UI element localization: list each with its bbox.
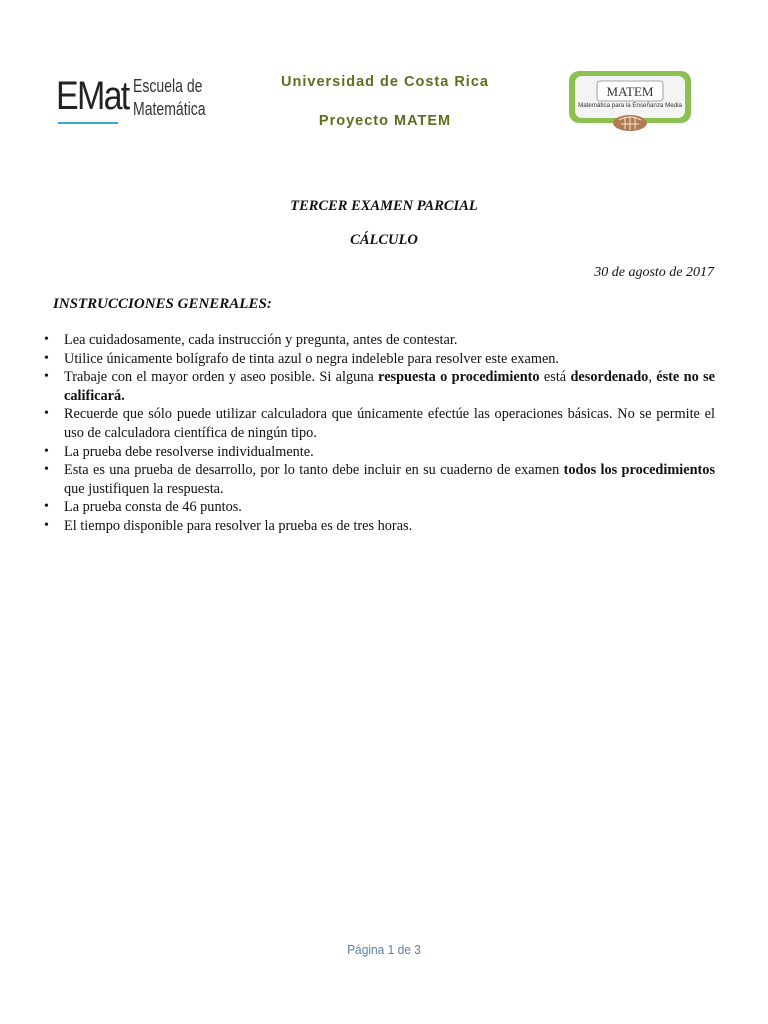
- bullet-icon: •: [44, 406, 49, 422]
- instruction-text: ,: [648, 369, 657, 386]
- exam-date: 30 de agosto de 2017: [594, 265, 714, 280]
- instruction-text: Recuerde que sólo puede utilizar calculadora que únicamente efectúe las operaciones básicas. No se permite el uso de calculadora científica de ningún tipo.: [64, 406, 715, 441]
- bullet-icon: •: [44, 443, 49, 459]
- bullet-icon: •: [44, 369, 49, 385]
- instruction-text: La prueba consta de 46 puntos.: [64, 499, 242, 516]
- bullet-icon: •: [44, 499, 49, 515]
- instruction-text: Lea cuidadosamente, cada instrucción y pregunta, antes de contestar.: [64, 332, 458, 348]
- instructions-list: [44, 331, 715, 536]
- exam-title: TERCER EXAMEN PARCIAL: [290, 198, 478, 214]
- instruction-item: [44, 498, 715, 517]
- instruction-text: La prueba debe resolverse individualmente.: [64, 443, 314, 460]
- matem-logo-name: MATEM: [606, 84, 654, 99]
- instruction-item: [44, 368, 715, 405]
- instruction-item: [44, 461, 715, 498]
- bullet-icon: •: [44, 350, 49, 366]
- bullet-icon: •: [44, 332, 49, 347]
- instruction-emphasis: todos los procedimientos: [563, 462, 716, 479]
- instructions-heading: INSTRUCCIONES GENERALES:: [53, 296, 272, 312]
- emat-logo: [56, 72, 206, 128]
- emat-logo-big: EMat: [56, 74, 129, 118]
- matem-logo: [563, 68, 697, 132]
- emat-logo-underline: [58, 122, 118, 124]
- university-title: Universidad de Costa Rica: [281, 74, 489, 90]
- instruction-emphasis: respuesta o procedimiento: [378, 369, 540, 386]
- emat-logo-line1: Escuela de: [133, 76, 203, 96]
- instruction-text: Trabaje con el mayor orden y aseo posible. Si alguna: [64, 369, 379, 386]
- instruction-text: que justifiquen la respuesta.: [64, 480, 224, 497]
- instruction-item: [44, 331, 715, 350]
- exam-subject: CÁLCULO: [350, 232, 418, 248]
- instruction-item: [44, 517, 715, 536]
- instruction-item: [44, 405, 715, 442]
- matem-logo-tagline: Matemática para la Enseñanza Media: [578, 102, 682, 109]
- instruction-text: Utilice únicamente bolígrafo de tinta azul o negra indeleble para resolver este examen.: [64, 350, 560, 367]
- bullet-icon: •: [44, 462, 49, 478]
- instruction-text: está: [539, 369, 571, 386]
- instruction-emphasis: éste no se calificará.: [64, 369, 715, 404]
- project-title: Proyecto MATEM: [318, 113, 452, 129]
- instruction-text: Esta es una prueba de desarrollo, por lo tanto debe incluir en su cuaderno de examen: [64, 462, 564, 479]
- instruction-item: [44, 443, 715, 462]
- instruction-text: El tiempo disponible para resolver la prueba es de tres horas.: [64, 517, 413, 534]
- instruction-emphasis: desordenado: [570, 369, 649, 386]
- page-number-footer: Página 1 de 3: [347, 942, 421, 957]
- instruction-item: [44, 350, 715, 369]
- emat-logo-line2: Matemática: [133, 99, 206, 119]
- bullet-icon: •: [44, 517, 49, 533]
